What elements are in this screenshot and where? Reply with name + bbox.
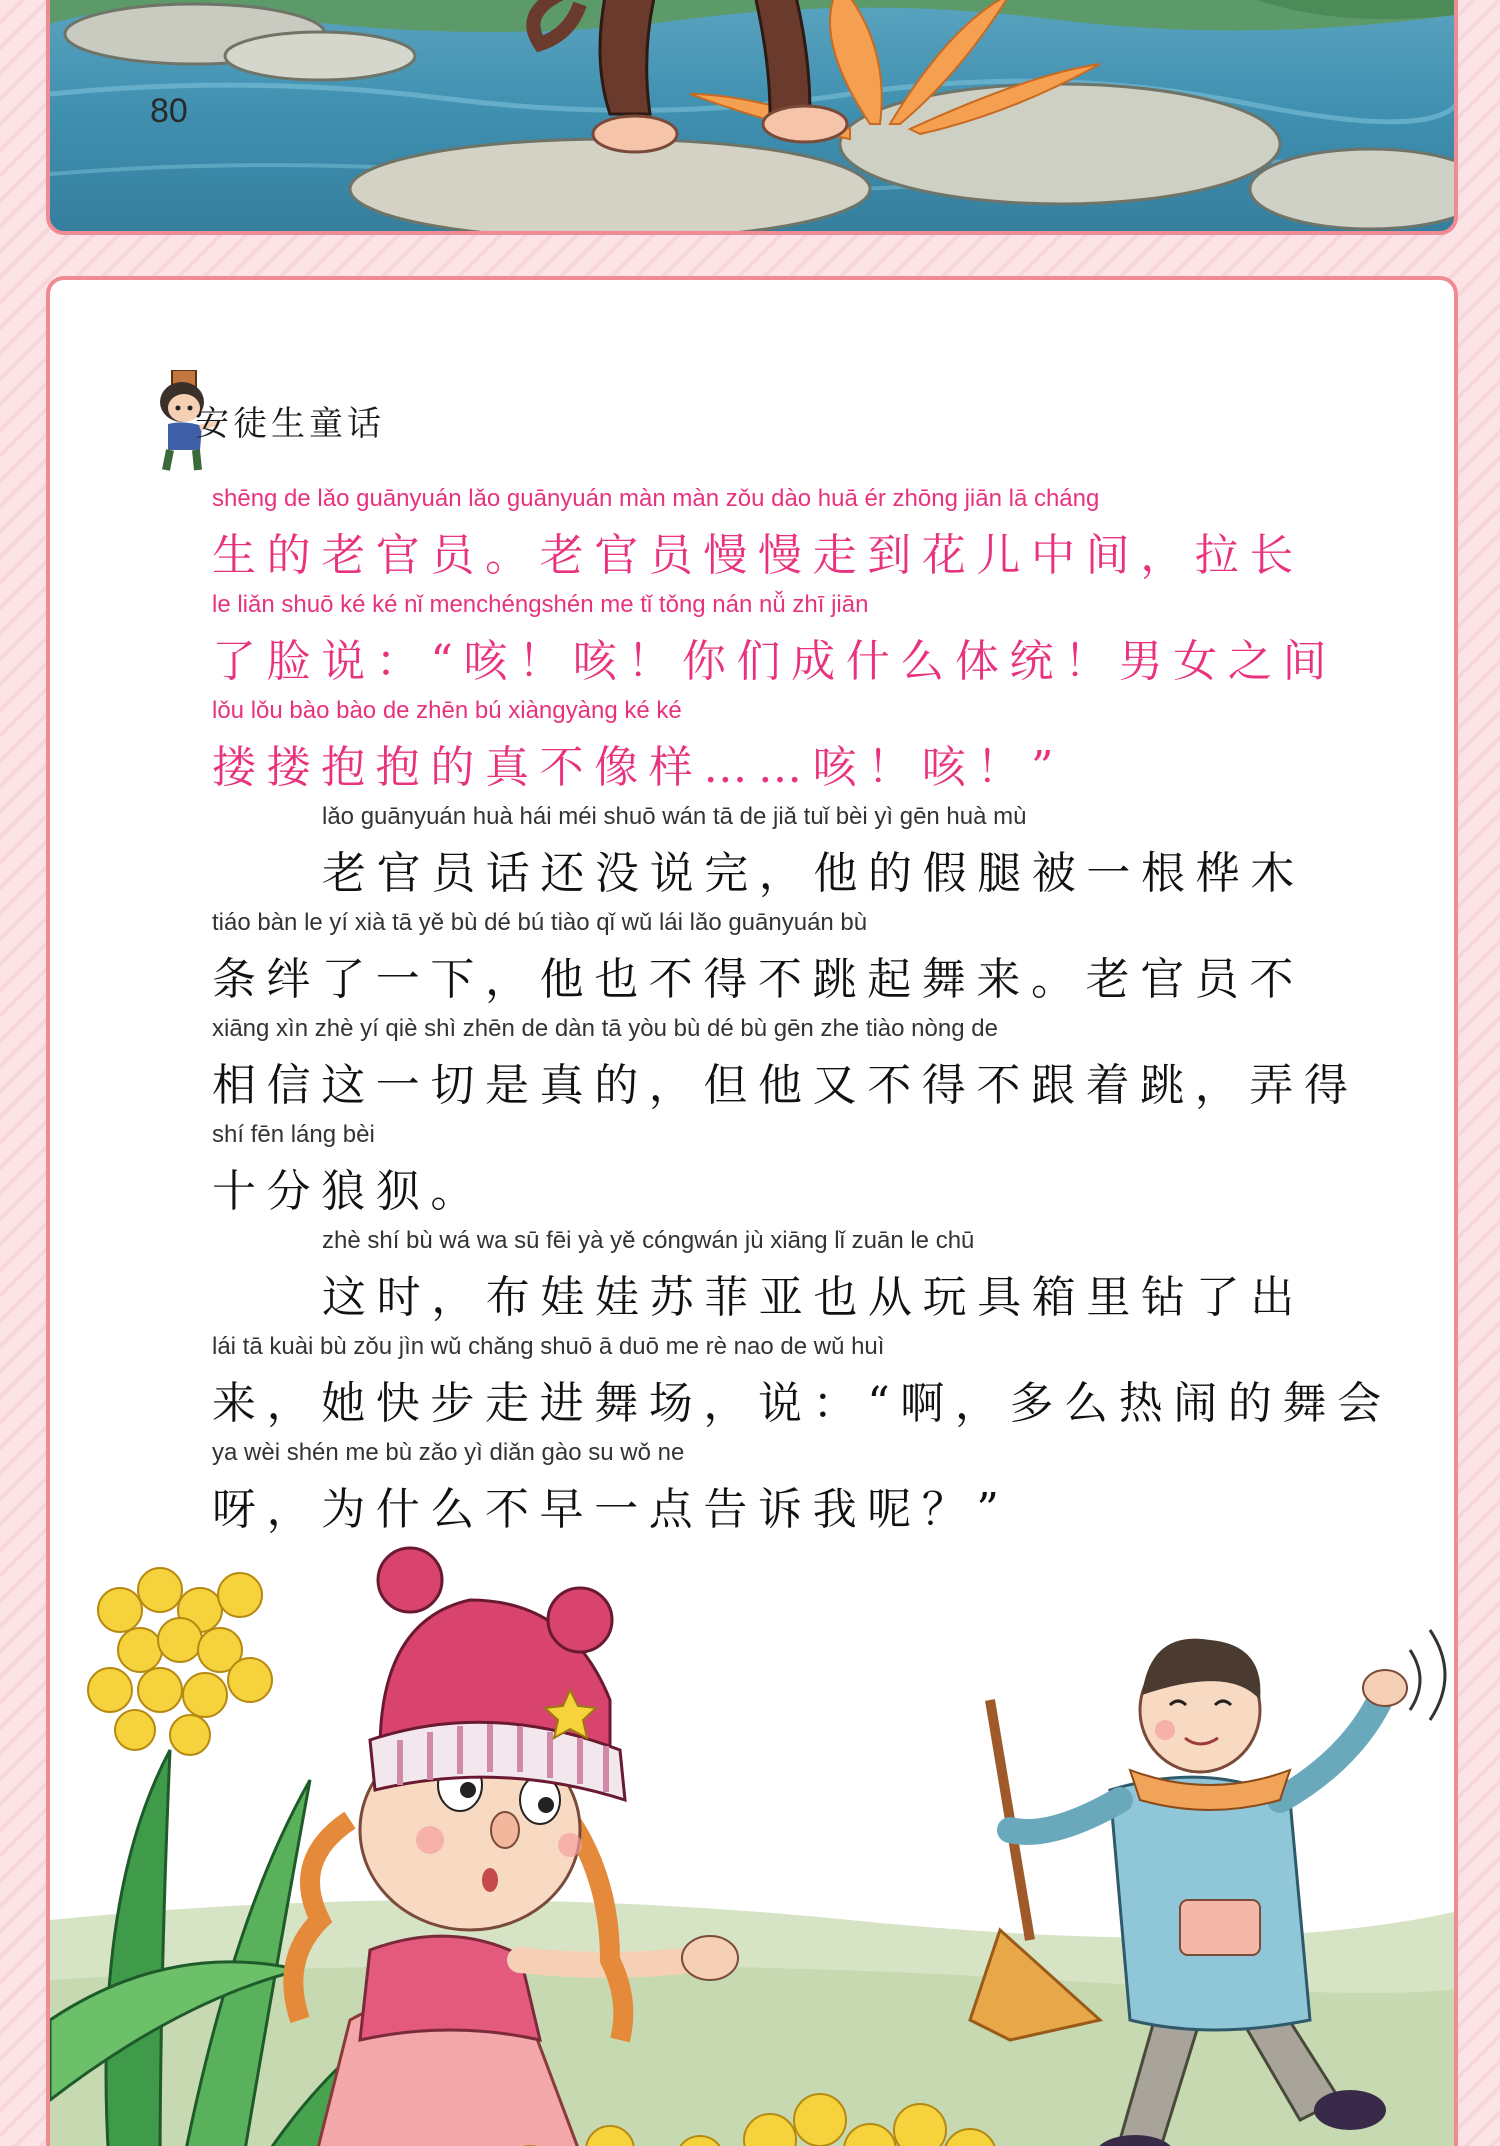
hanzi-row: 条绊了一下，他也不得不跳起舞来。老官员不 <box>212 954 1304 1005</box>
hanzi-row: 生的老官员。老官员慢慢走到花儿中间，拉长 <box>212 530 1304 581</box>
pinyin-row: xiāng xìn zhè yí qiè shì zhēn de dàn tā yòu bù dé bù gēn zhe tiào nòng de <box>212 1015 998 1042</box>
story-card <box>46 276 1458 2146</box>
river-scene-image <box>50 0 1458 235</box>
pinyin-row: lǎo guānyuán huà hái méi shuō wán tā de jiǎ tuǐ bèi yì gēn huà mù <box>322 803 1027 830</box>
series-title: 安徒生童话 <box>195 404 385 444</box>
hanzi-row: 了脸说：“咳！咳！你们成什么体统！男女之间 <box>212 636 1338 687</box>
hanzi-row: 呀，为什么不早一点告诉我呢？” <box>212 1484 1010 1535</box>
pinyin-row: lái tā kuài bù zǒu jìn wǔ chǎng shuō ā duō me rè nao de wǔ huì <box>212 1333 885 1360</box>
pinyin-row: ya wèi shén me bù zǎo yì diǎn gào su wǒ ne <box>212 1439 685 1466</box>
page-number: 80 <box>150 92 188 130</box>
hanzi-row: 十分狼狈。 <box>212 1166 485 1217</box>
pinyin-row: lǒu lǒu bào bào de zhēn bú xiàngyàng ké ké <box>212 697 682 724</box>
pinyin-row: shēng de lǎo guānyuán lǎo guānyuán màn màn zǒu dào huā ér zhōng jiān lā cháng <box>212 485 1100 512</box>
pinyin-row: shí fēn láng bèi <box>212 1121 375 1148</box>
pinyin-row: zhè shí bù wá wa sū fēi yà yě cóngwán jù xiāng lǐ zuān le chū <box>322 1227 975 1254</box>
hanzi-row: 相信这一切是真的，但他又不得不跟着跳，弄得 <box>212 1060 1359 1111</box>
story-illustration <box>50 1500 1458 2146</box>
flower-cluster <box>88 1568 272 1755</box>
top-illustration <box>46 0 1458 235</box>
pinyin-row: le liǎn shuō ké ké nǐ menchéngshén me tǐ tǒng nán nǚ zhī jiān <box>212 591 869 618</box>
hanzi-row: 来，她快步走进舞场，说：“啊，多么热闹的舞会 <box>212 1378 1392 1429</box>
hanzi-row: 搂搂抱抱的真不像样……咳！咳！” <box>212 742 1065 793</box>
hanzi-row: 这时，布娃娃苏菲亚也从玩具箱里钻了出 <box>322 1272 1305 1323</box>
pinyin-row: tiáo bàn le yí xià tā yě bù dé bú tiào qǐ wǔ lái lǎo guānyuán bù <box>212 909 868 936</box>
hanzi-row: 老官员话还没说完，他的假腿被一根桦木 <box>322 848 1305 899</box>
